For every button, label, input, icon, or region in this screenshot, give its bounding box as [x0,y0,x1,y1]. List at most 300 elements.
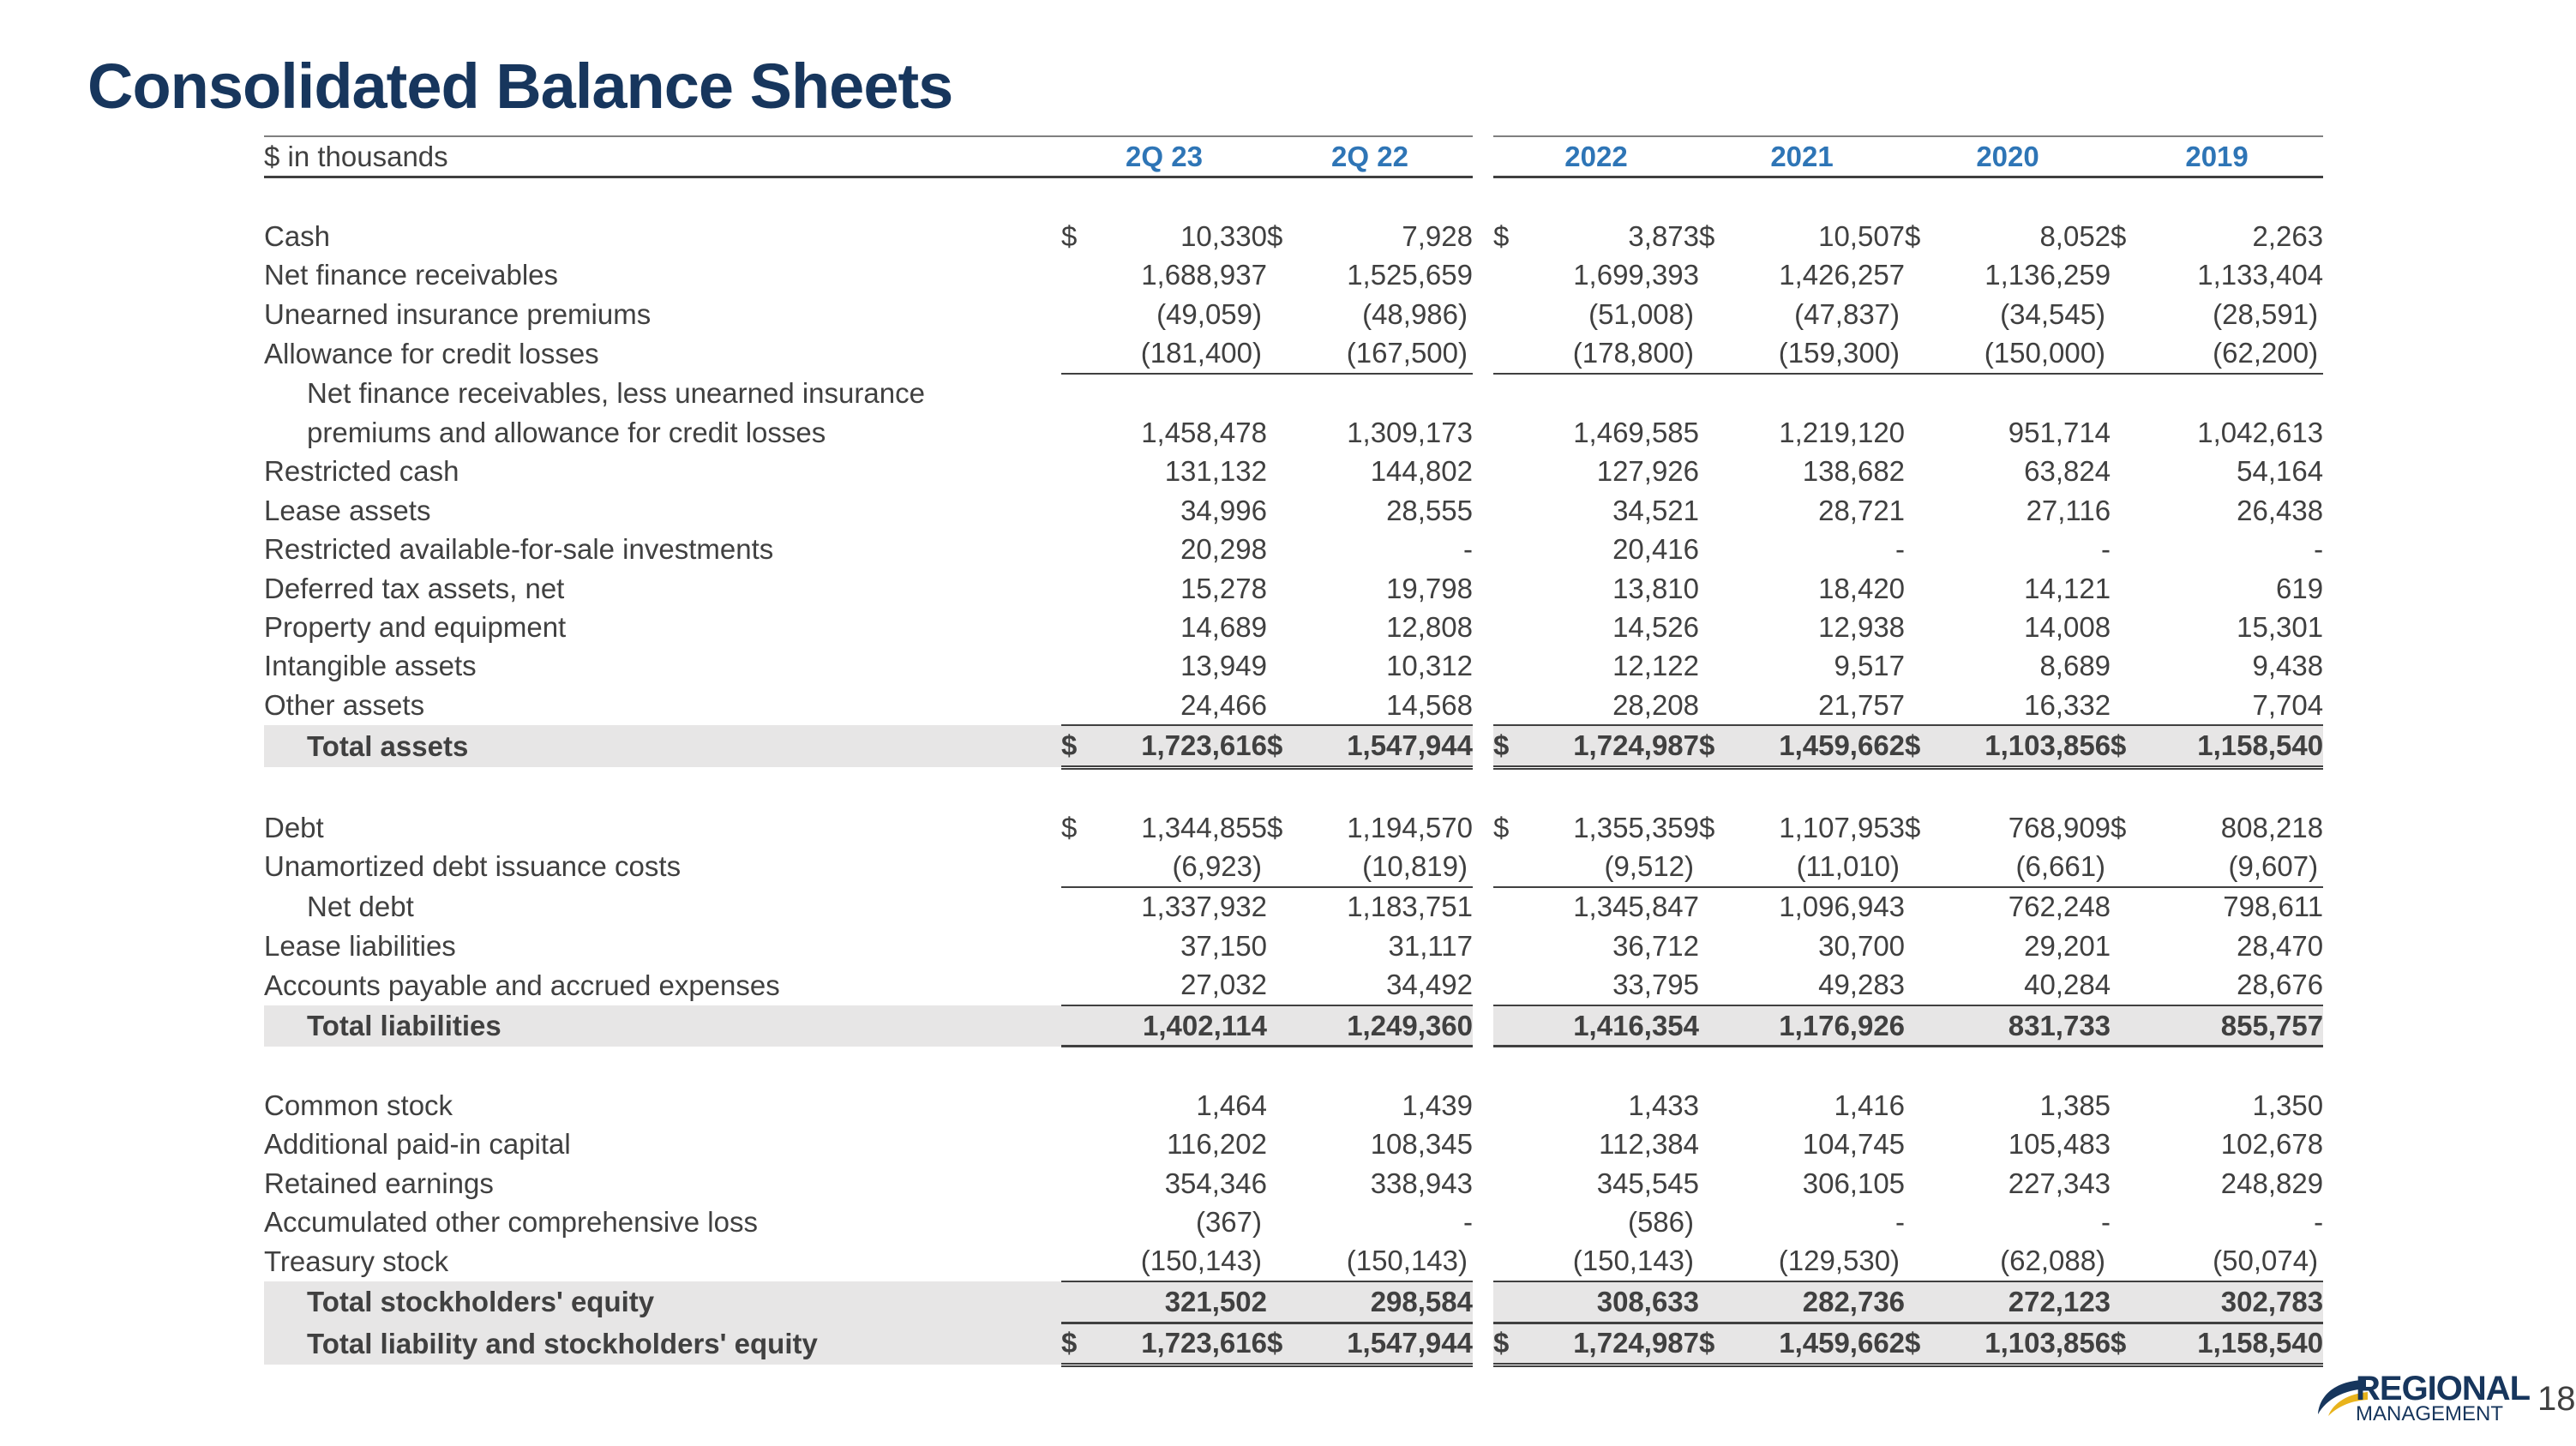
table-cell: 1,158,540 [2147,725,2323,767]
currency-symbol [1905,1203,1941,1241]
balance-sheet-table [264,135,2323,1367]
column-gap [1473,569,1493,608]
total-row [264,725,2323,767]
table-cell: 619 [2276,572,2324,604]
row-label: Accumulated other comprehensive loss [264,1206,758,1239]
table-row [264,413,2323,452]
currency-symbol [1493,491,1529,530]
table-cell: (11,010) [1735,847,1905,886]
table-cell: 1,107,953 [1779,811,1906,843]
currency-symbol [1699,531,1735,569]
table-row [264,453,2323,491]
table-cell: 1,158,540 [2147,1323,2323,1365]
currency-symbol: $ [2111,811,2127,843]
column-gap [1473,256,1493,295]
currency-symbol [1905,295,1941,333]
table-cell: 14,526 [1612,610,1700,643]
row-label: Restricted cash [264,455,459,488]
currency-symbol [1493,1125,1529,1164]
table-cell: 104,745 [1802,1128,1906,1161]
currency-symbol: $ [1493,220,1510,253]
currency-symbol [1061,453,1097,491]
row-label: Unearned insurance premiums [264,297,652,330]
currency-symbol [1267,1281,1303,1323]
table-cell: 138,682 [1802,455,1906,488]
currency-symbol [1061,965,1097,1005]
table-cell: (62,088) [1941,1242,2111,1281]
currency-symbol [1493,1242,1529,1281]
column-header: 2Q 22 [1267,136,1473,177]
currency-symbol: $ [1493,725,1529,767]
table-row [264,647,2323,686]
currency-symbol [1905,256,1941,295]
column-gap [1473,1281,1493,1323]
currency-symbol [1905,334,1941,374]
currency-symbol [1699,256,1735,295]
currency-symbol [1699,686,1735,725]
table-cell: - [1463,1206,1473,1239]
table-cell: (159,300) [1735,334,1905,374]
table-cell: 8,052 [2039,220,2111,253]
column-gap [1473,1164,1493,1203]
currency-symbol: $ [1905,220,1921,253]
currency-symbol [1061,531,1097,569]
table-cell: (150,000) [1941,334,2111,374]
column-header: 2022 [1493,136,1699,177]
table-cell: 34,492 [1303,965,1473,1005]
table-cell: (9,607) [2147,847,2323,886]
currency-symbol: $ [1905,811,1921,843]
table-cell: 1,724,987 [1529,725,1699,767]
table-cell: (9,512) [1529,847,1699,886]
table-cell: 306,105 [1802,1167,1906,1199]
currency-symbol: $ [1905,725,1941,767]
currency-symbol [1061,569,1097,608]
currency-symbol [1267,1203,1303,1241]
currency-symbol [2111,413,2147,452]
table-cell: 13,949 [1180,650,1267,682]
table-cell: (167,500) [1303,334,1473,374]
table-cell: 1,724,987 [1529,1323,1699,1365]
currency-symbol [2111,334,2147,374]
table-cell: 14,008 [2024,610,2111,643]
table-cell: 10,330 [1180,220,1267,253]
column-gap [1473,295,1493,333]
row-label: Net finance receivables [264,259,559,291]
currency-symbol [1493,531,1529,569]
column-gap [1473,647,1493,686]
table-row [264,965,2323,1005]
currency-symbol [1061,847,1097,886]
table-cell: (51,008) [1588,297,1695,330]
table-row [264,1203,2323,1241]
table-row [264,1242,2323,1281]
row-label: Lease assets [264,494,431,526]
currency-symbol [1267,887,1303,927]
table-cell: (50,074) [2147,1242,2323,1281]
currency-symbol [2111,1086,2147,1125]
table-cell: 12,122 [1612,650,1700,682]
table-cell: 26,438 [2237,494,2324,526]
table-cell: 1,309,173 [1347,417,1473,449]
currency-symbol [1493,334,1529,374]
currency-symbol [2111,1164,2147,1203]
column-gap [1473,847,1493,886]
table-cell: 36,712 [1612,929,1700,962]
table-cell: 27,116 [2026,494,2111,526]
table-cell [1735,374,1905,413]
currency-symbol: $ [1699,811,1715,843]
table-cell: (62,200) [2147,334,2323,374]
table-cell: 1,103,856 [1941,1323,2111,1365]
currency-symbol [2111,1242,2147,1281]
currency-symbol [1061,887,1097,927]
table-cell: 20,416 [1612,533,1700,566]
table-cell: 37,150 [1180,929,1267,962]
table-cell: 1,103,856 [1941,725,2111,767]
currency-symbol [1267,1125,1303,1164]
column-gap [1473,217,1493,255]
table-cell: - [2314,1206,2324,1239]
currency-symbol [1061,256,1097,295]
total-row [264,1005,2323,1047]
column-gap [1473,927,1493,965]
table-cell: 14,568 [1303,686,1473,725]
column-gap [1473,1125,1493,1164]
table-cell: 18,420 [1818,572,1906,604]
currency-symbol [2111,647,2147,686]
table-cell: 7,928 [1402,220,1473,253]
table-row [264,887,2323,927]
column-gap [1473,965,1493,1005]
currency-symbol [1699,413,1735,452]
table-cell: 3,873 [1628,220,1700,253]
row-label: Total stockholders' equity [264,1281,1061,1323]
currency-symbol [2111,491,2147,530]
table-cell: 28,208 [1529,686,1699,725]
column-gap [1473,374,1493,413]
table-cell: 29,201 [2024,929,2111,962]
currency-symbol [2111,295,2147,333]
table-cell: 282,736 [1735,1281,1905,1323]
currency-symbol [1699,847,1735,886]
table-header-row [264,136,2323,177]
currency-symbol: $ [2111,725,2147,767]
table-cell: 1,688,937 [1141,259,1267,291]
currency-symbol [1699,608,1735,646]
table-cell: 131,132 [1164,455,1267,488]
table-cell: 1,723,616 [1097,1323,1267,1365]
currency-symbol: $ [1905,1323,1941,1365]
currency-symbol [2111,927,2147,965]
currency-symbol [1905,1125,1941,1164]
column-gap [1473,453,1493,491]
table-cell: - [1895,533,1906,566]
table-cell: 19,798 [1386,572,1473,604]
currency-symbol [1493,965,1529,1005]
page-title: Consolidated Balance Sheets [87,51,953,122]
column-header: 2019 [2111,136,2323,177]
currency-symbol [1699,295,1735,333]
table-cell: (49,059) [1156,297,1262,330]
logo-text-bottom: MANAGEMENT [2356,1402,2504,1425]
table-cell: 20,298 [1180,533,1267,566]
table-cell: 2,263 [2252,220,2324,253]
table-cell: (34,545) [2000,297,2106,330]
table-row [264,927,2323,965]
currency-symbol: $ [1493,1323,1529,1365]
currency-symbol [1905,569,1941,608]
table-cell: 12,808 [1386,610,1473,643]
currency-symbol [2111,569,2147,608]
currency-symbol [1267,1086,1303,1125]
table-cell: 1,458,478 [1141,417,1267,449]
table-cell: 7,704 [2147,686,2323,725]
currency-symbol [1493,608,1529,646]
currency-symbol [1905,1164,1941,1203]
table-cell: 1,469,585 [1573,417,1700,449]
currency-symbol [2111,887,2147,927]
currency-symbol [1493,686,1529,725]
table-cell: 27,032 [1097,965,1267,1005]
currency-symbol [1493,647,1529,686]
table-cell: 54,164 [2237,455,2324,488]
table-cell: 1,194,570 [1347,811,1473,843]
table-cell: 34,521 [1612,494,1700,526]
row-label: Total assets [264,725,1061,767]
column-gap [1473,1323,1493,1365]
currency-symbol: $ [1267,725,1303,767]
table-cell: 14,689 [1180,610,1267,643]
column-gap [1473,608,1493,646]
currency-symbol [1061,608,1097,646]
currency-symbol [1061,1281,1097,1323]
table-cell: 9,517 [1834,650,1906,682]
table-cell: 33,795 [1529,965,1699,1005]
currency-symbol [1061,647,1097,686]
spacer-row [264,177,2323,218]
table-cell: 108,345 [1370,1128,1473,1161]
currency-symbol [1905,686,1941,725]
row-label: Debt [264,811,324,843]
spacer-row [264,767,2323,808]
table-cell: (6,661) [1941,847,2111,886]
table-cell: 15,278 [1180,572,1267,604]
logo-text-top: REGIONAL [2356,1370,2531,1407]
table-cell: (181,400) [1097,334,1267,374]
row-label: Property and equipment [264,610,567,643]
currency-symbol [1267,491,1303,530]
currency-symbol: $ [1061,1323,1097,1365]
table-cell: 1,350 [2252,1089,2324,1121]
currency-symbol [1061,1125,1097,1164]
table-cell: (129,530) [1735,1242,1905,1281]
column-gap [1473,725,1493,767]
table-cell: 28,721 [1818,494,1906,526]
currency-symbol [1905,1005,1941,1047]
currency-symbol [2111,1281,2147,1323]
table-cell: 105,483 [2008,1128,2111,1161]
currency-symbol [1493,256,1529,295]
currency-symbol [2111,847,2147,886]
row-label: Common stock [264,1089,453,1121]
table-cell: (150,143) [1303,1242,1473,1281]
table-cell: 1,337,932 [1141,891,1267,923]
table-cell: 298,584 [1303,1281,1473,1323]
currency-symbol [1493,927,1529,965]
currency-symbol [1493,1203,1529,1241]
row-label: Unamortized debt issuance costs [264,850,682,883]
table-cell: 8,689 [2039,650,2111,682]
currency-symbol: $ [1267,220,1283,253]
currency-symbol [1905,453,1941,491]
currency-symbol [1493,1164,1529,1203]
column-header: 2Q 23 [1061,136,1267,177]
currency-symbol: $ [1699,725,1735,767]
currency-symbol [1267,647,1303,686]
table-row [264,808,2323,847]
column-gap [1473,1086,1493,1125]
currency-symbol [1699,1281,1735,1323]
currency-symbol [2111,608,2147,646]
currency-symbol [1061,295,1097,333]
table-cell: 28,470 [2237,929,2324,962]
table-cell: 798,611 [2223,891,2324,923]
table-cell: - [2314,533,2324,566]
table-cell: 15,301 [2237,610,2324,643]
table-cell: 1,459,662 [1735,725,1905,767]
row-label: Additional paid-in capital [264,1128,571,1161]
table-cell: 1,426,257 [1779,259,1906,291]
table-cell: 1,385 [2039,1089,2111,1121]
table-cell: 1,464 [1196,1089,1267,1121]
total-row [264,1323,2323,1365]
table-cell: (150,143) [1529,1242,1699,1281]
table-row [264,1164,2323,1203]
table-cell: 24,466 [1097,686,1267,725]
table-row [264,608,2323,646]
table-row [264,531,2323,569]
currency-symbol [2111,453,2147,491]
table-row [264,686,2323,725]
table-cell: 1,439 [1402,1089,1473,1121]
table-row [264,256,2323,295]
table-cell: 762,248 [2008,891,2111,923]
currency-symbol [1905,927,1941,965]
currency-symbol [1699,1086,1735,1125]
table-cell: 951,714 [2008,417,2111,449]
table-cell: - [2101,1206,2111,1239]
table-cell: 308,633 [1529,1281,1699,1323]
currency-symbol [1493,1281,1529,1323]
currency-symbol [1267,608,1303,646]
currency-symbol [1267,1005,1303,1047]
currency-symbol [1905,608,1941,646]
column-gap [1473,531,1493,569]
currency-symbol [1267,334,1303,374]
table-cell: 855,757 [2147,1005,2323,1047]
currency-symbol [1493,374,1529,413]
currency-symbol [1905,965,1941,1005]
column-gap [1473,887,1493,927]
currency-symbol [1493,453,1529,491]
table-cell: 28,555 [1386,494,1473,526]
table-cell: (47,837) [1794,297,1900,330]
row-label: Intangible assets [264,650,477,682]
table-cell: 1,183,751 [1347,891,1473,923]
table-cell: 345,545 [1596,1167,1700,1199]
currency-symbol: $ [1061,725,1097,767]
table-row [264,217,2323,255]
table-cell: 10,507 [1818,220,1906,253]
table-cell: 248,829 [2220,1167,2324,1199]
row-label: Total liabilities [264,1005,1061,1047]
currency-symbol [1699,374,1735,413]
column-gap [1473,1203,1493,1241]
currency-symbol [1061,1005,1097,1047]
table-cell: 1,136,259 [1985,259,2111,291]
table-cell: 16,332 [1941,686,2111,725]
table-cell: 144,802 [1370,455,1473,488]
table-cell: 12,938 [1818,610,1906,643]
currency-symbol [1061,1086,1097,1125]
currency-symbol [1905,1242,1941,1281]
currency-symbol [2111,965,2147,1005]
currency-symbol [2111,1005,2147,1047]
row-label: Treasury stock [264,1245,449,1277]
table-cell: 21,757 [1735,686,1905,725]
table-row [264,334,2323,374]
currency-symbol [1699,965,1735,1005]
row-label: Net finance receivables, less unearned insurance [307,377,925,410]
table-cell: 1,547,944 [1303,1323,1473,1365]
table-cell: 31,117 [1388,929,1473,962]
currency-symbol [1699,1203,1735,1241]
currency-symbol [1267,847,1303,886]
table-cell: 302,783 [2147,1281,2323,1323]
currency-symbol [1061,334,1097,374]
currency-symbol [1699,453,1735,491]
currency-symbol [2111,374,2147,413]
currency-symbol [2111,256,2147,295]
table-cell: 1,547,944 [1303,725,1473,767]
currency-symbol [1267,1242,1303,1281]
table-cell: 1,345,847 [1573,891,1700,923]
row-label: Accounts payable and accrued expenses [264,969,780,1001]
row-label: premiums and allowance for credit losses [307,417,826,449]
table-cell: 808,218 [2220,811,2324,843]
column-header: 2021 [1699,136,1905,177]
table-cell: (10,819) [1303,847,1473,886]
currency-symbol [1905,491,1941,530]
currency-symbol [1061,374,1097,413]
currency-symbol [1699,887,1735,927]
currency-symbol [1267,413,1303,452]
table-row [264,569,2323,608]
row-label: Deferred tax assets, net [264,572,565,604]
currency-symbol [1493,1086,1529,1125]
currency-symbol [1061,1242,1097,1281]
table-cell: 1,219,120 [1779,417,1906,449]
table-cell: 63,824 [2024,455,2111,488]
column-header: 2020 [1905,136,2111,177]
table-cell: 1,176,926 [1735,1005,1905,1047]
table-cell: (150,143) [1097,1242,1267,1281]
currency-symbol [1699,647,1735,686]
table-cell: - [2101,533,2111,566]
column-gap [1473,808,1493,847]
table-cell: (48,986) [1362,297,1468,330]
